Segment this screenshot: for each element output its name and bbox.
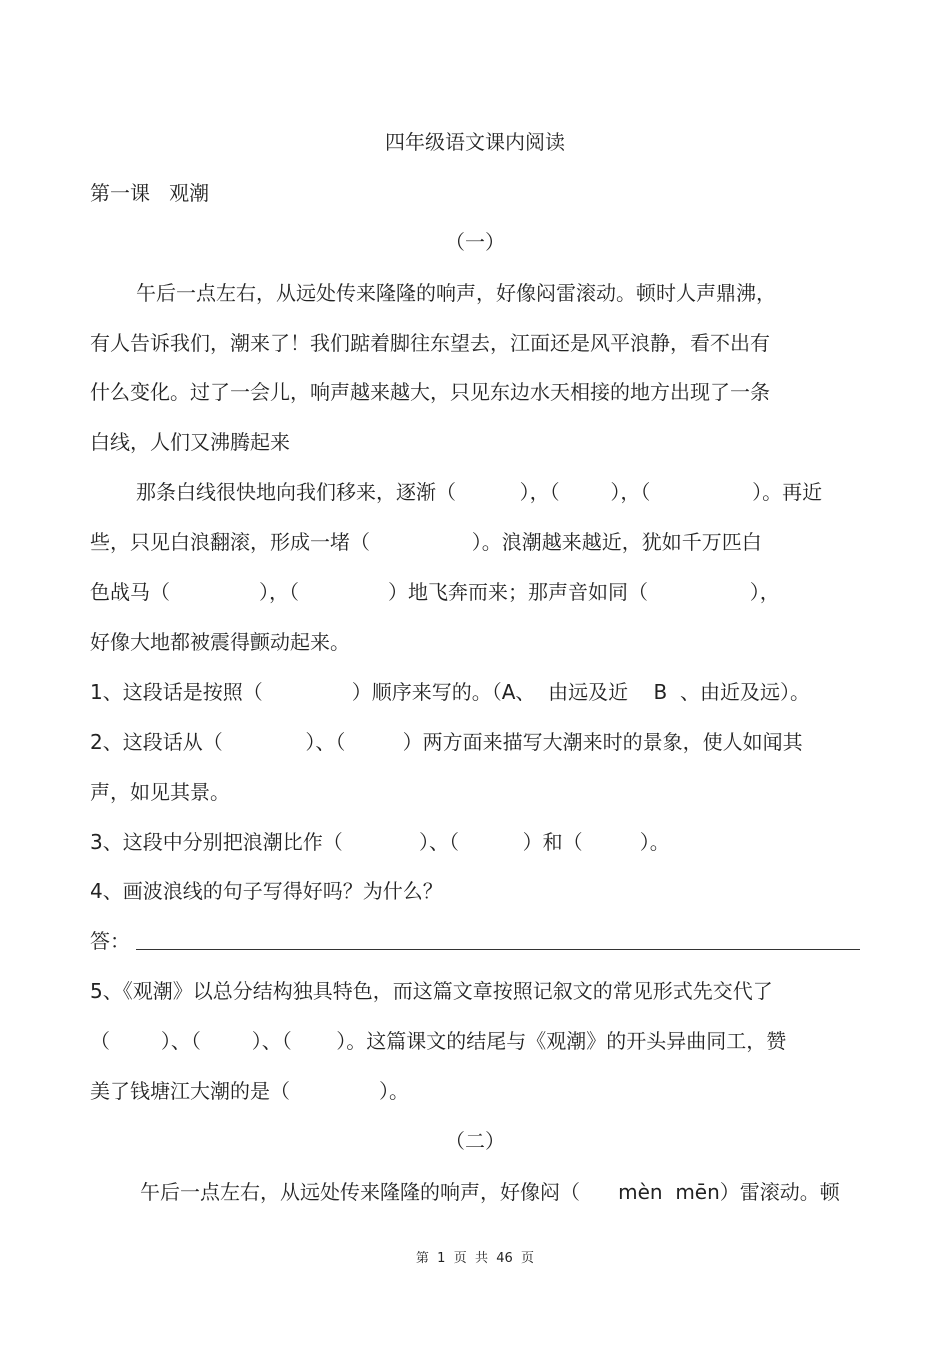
passage-1-line: 有人告诉我们，潮来了！我们踮着脚往东望去，江面还是风平浪静，看不出有 [90, 331, 770, 355]
passage-1-line: 午后一点左右，从远处传来隆隆的响声，好像闷雷滚动。顿时人声鼎沸， [136, 281, 776, 305]
question-3: 3、这段中分别把浪潮比作（ ）、（ ）和（ ）。 [90, 830, 670, 854]
page-footer: 第 1 页 共 46 页 [415, 1251, 535, 1266]
question-2-line: 声，如见其景。 [90, 780, 230, 804]
question-2-line: 2、这段话从（ ）、（ ）两方面来描写大潮来时的景象，使人如闻其 [90, 730, 803, 754]
question-5-line: （ ）、（ ）、（ ）。这篇课文的结尾与《观潮》的开头异曲同工，赞 [90, 1029, 787, 1053]
passage-2-line: 那条白线很快地向我们移来，逐渐（ ），（ ），（ ）。再近 [136, 480, 823, 504]
passage-1-line: 白线，人们又沸腾起来 [90, 430, 290, 454]
section-label-1: （一） [445, 230, 505, 254]
passage-1-line: 什么变化。过了一会儿，响声越来越大，只见东边水天相接的地方出现了一条 [90, 380, 770, 404]
section-label-2: （二） [445, 1129, 505, 1153]
question-5-line: 美了钱塘江大潮的是（ ）。 [90, 1079, 410, 1103]
question-4: 4、画波浪线的句子写得好吗？为什么？ [90, 879, 443, 903]
passage-2-line: 好像大地都被震得颤动起来。 [90, 630, 350, 654]
passage-2-line: 些，只见白浪翻滚，形成一堵（ ）。浪潮越来越近，犹如千万匹白 [90, 530, 762, 554]
passage-3-line: 午后一点左右，从远处传来隆隆的响声，好像闷（ mèn mēn）雷滚动。顿 [140, 1180, 840, 1204]
question-5-line: 5、《观潮》以总分结构独具特色，而这篇文章按照记叙文的常见形式先交代了 [90, 979, 773, 1003]
doc-title: 四年级语文课内阅读 [385, 130, 565, 154]
answer-line[interactable] [136, 949, 860, 950]
answer-label: 答： [90, 929, 130, 953]
passage-2-line: 色战马（ ），（ ）地飞奔而来；那声音如同（ ）， [90, 580, 780, 604]
question-1: 1、这段话是按照（ ）顺序来写的。（A、 由远及近 B 、由近及远）。 [90, 680, 810, 704]
lesson-title: 第一课 观潮 [90, 181, 210, 205]
